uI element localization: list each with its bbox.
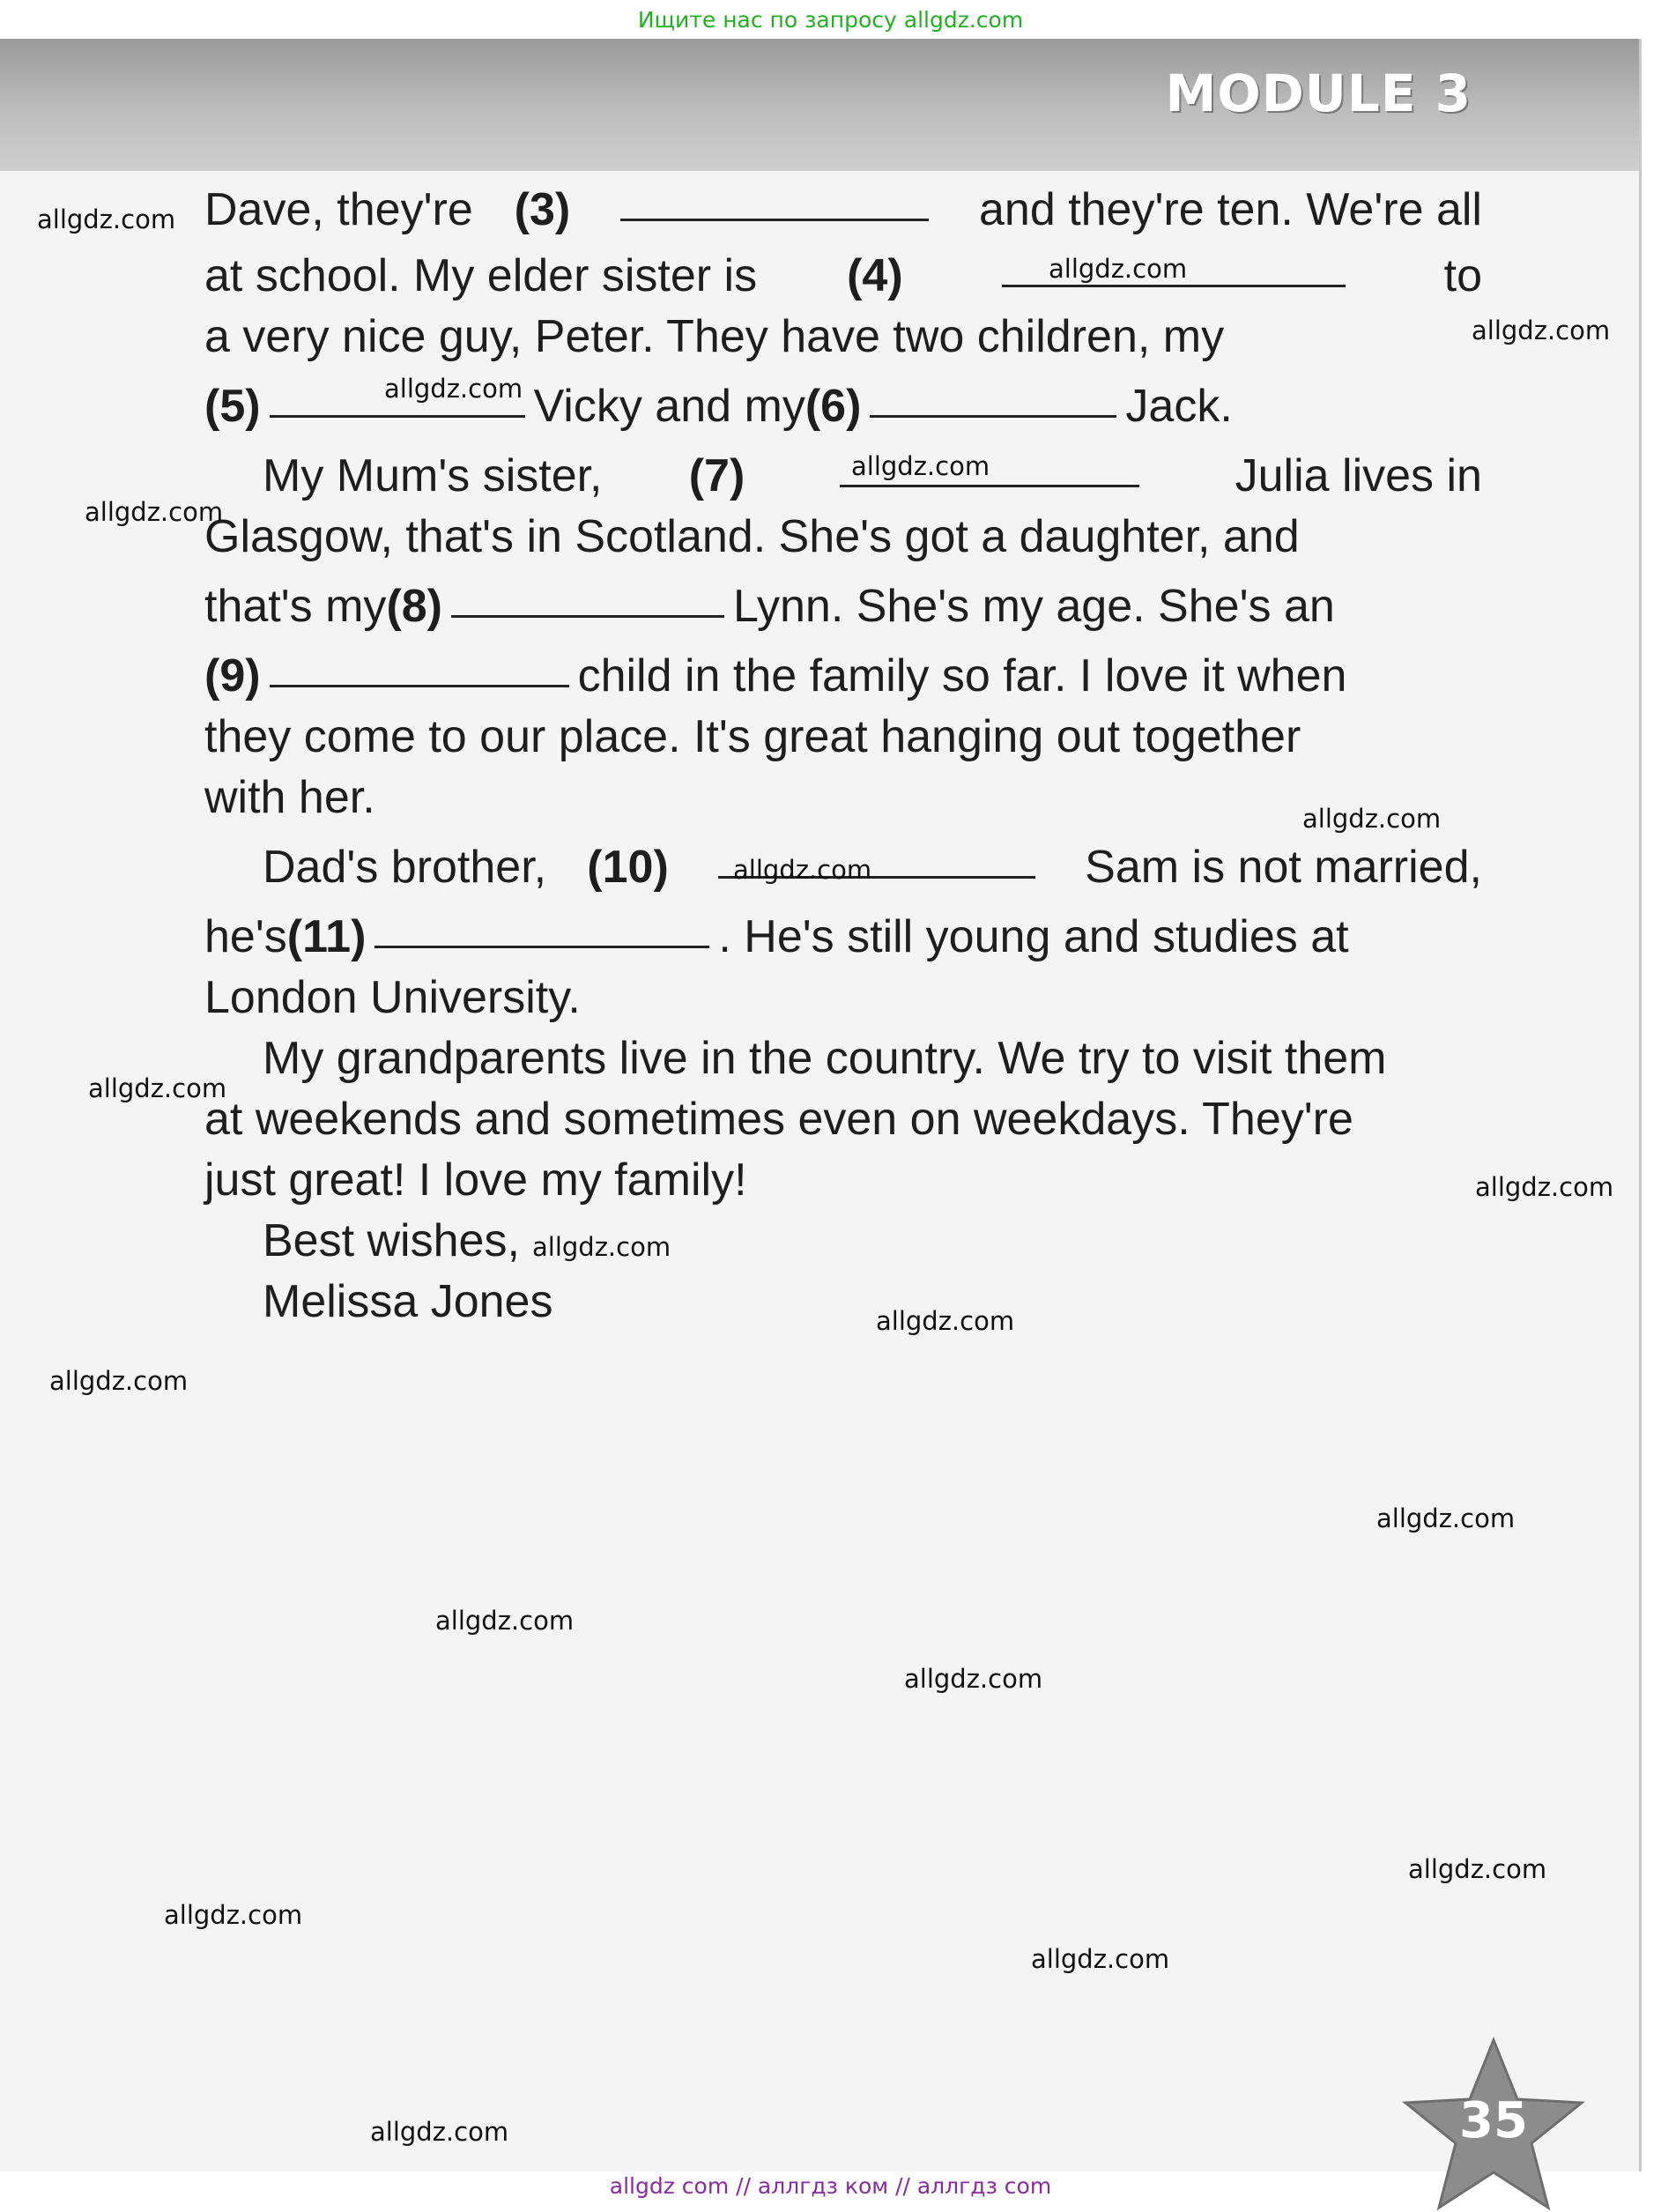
watermark: allgdz.com bbox=[733, 855, 872, 885]
module-title: MODULE 3 bbox=[1165, 63, 1472, 123]
answer-blank[interactable] bbox=[270, 646, 569, 687]
watermark: allgdz.com bbox=[85, 497, 224, 527]
letter-line: Dad's brother, (10) Sam is not married, bbox=[204, 837, 1482, 898]
bottom-banner-links[interactable]: allgdz com // аллгдз ком // аллгдз com bbox=[609, 2173, 1052, 2199]
letter-line: with her. bbox=[204, 772, 375, 823]
gap-number: (8) bbox=[386, 581, 442, 632]
watermark: allgdz.com bbox=[164, 1900, 303, 1930]
watermark: allgdz.com bbox=[49, 1366, 189, 1396]
watermark: allgdz.com bbox=[88, 1073, 227, 1103]
letter-line: Dave, they're (3) and they're ten. We're all bbox=[204, 180, 1482, 241]
letter-line: a very nice guy, Peter. They have two children, my bbox=[204, 311, 1225, 362]
watermark: allgdz.com bbox=[851, 451, 990, 481]
letter-line: at school. My elder sister is (4) to bbox=[204, 246, 1482, 307]
watermark: allgdz.com bbox=[1302, 804, 1442, 834]
gap-number: (11) bbox=[286, 911, 367, 962]
module-header-band bbox=[0, 39, 1639, 171]
gap-number: (4) bbox=[847, 250, 903, 301]
watermark: allgdz.com bbox=[1475, 1172, 1614, 1202]
textbook-page bbox=[0, 39, 1642, 2171]
letter-line: they come to our place. It's great hanging out together bbox=[204, 711, 1301, 762]
letter-line: he's (11) . He's still young and studies at bbox=[204, 907, 1482, 968]
letter-line: (9) child in the family so far. I love it when bbox=[204, 646, 1482, 707]
letter-text bbox=[204, 180, 1482, 1332]
gap-number: (5) bbox=[204, 381, 261, 432]
watermark: allgdz.com bbox=[1049, 254, 1188, 284]
watermark: allgdz.com bbox=[1031, 1944, 1170, 1974]
gap-number: (7) bbox=[688, 450, 745, 501]
answer-blank[interactable] bbox=[451, 576, 724, 618]
watermark: allgdz.com bbox=[1376, 1503, 1516, 1533]
watermark: allgdz.com bbox=[435, 1606, 575, 1636]
top-banner-link[interactable]: Ищите нас по запросу allgdz.com bbox=[637, 7, 1024, 33]
letter-line: Glasgow, that's in Scotland. She's got a daughter, and bbox=[204, 511, 1300, 562]
gap-number: (9) bbox=[204, 650, 261, 701]
letter-line: London University. bbox=[204, 972, 581, 1023]
gap-number: (3) bbox=[514, 184, 571, 235]
answer-blank[interactable] bbox=[870, 376, 1116, 418]
watermark: allgdz.com bbox=[532, 1232, 671, 1262]
letter-signoff: Best wishes, bbox=[263, 1215, 520, 1266]
watermark: allgdz.com bbox=[370, 2117, 509, 2147]
letter-signature: Melissa Jones bbox=[263, 1276, 553, 1327]
watermark: allgdz.com bbox=[904, 1664, 1043, 1694]
letter-line: that's my (8) Lynn. She's my age. She's an bbox=[204, 576, 1482, 637]
letter-line: at weekends and sometimes even on weekdays. They're bbox=[204, 1094, 1353, 1145]
letter-line: (5) Vicky and my (6) Jack. bbox=[204, 376, 1482, 437]
gap-number: (6) bbox=[805, 381, 862, 432]
answer-blank[interactable] bbox=[374, 907, 709, 948]
page-number: 35 bbox=[1459, 2092, 1528, 2149]
watermark: allgdz.com bbox=[1472, 315, 1611, 345]
watermark: allgdz.com bbox=[876, 1306, 1015, 1336]
watermark: allgdz.com bbox=[37, 204, 176, 234]
letter-line: My grandparents live in the country. We try to visit them bbox=[263, 1033, 1387, 1084]
watermark: allgdz.com bbox=[1408, 1854, 1547, 1884]
answer-blank[interactable] bbox=[620, 180, 929, 221]
letter-line: My Mum's sister, (7) Julia lives in bbox=[204, 446, 1482, 507]
watermark: allgdz.com bbox=[384, 374, 523, 404]
letter-line: just great! I love my family! bbox=[204, 1154, 747, 1206]
gap-number: (10) bbox=[587, 842, 669, 893]
